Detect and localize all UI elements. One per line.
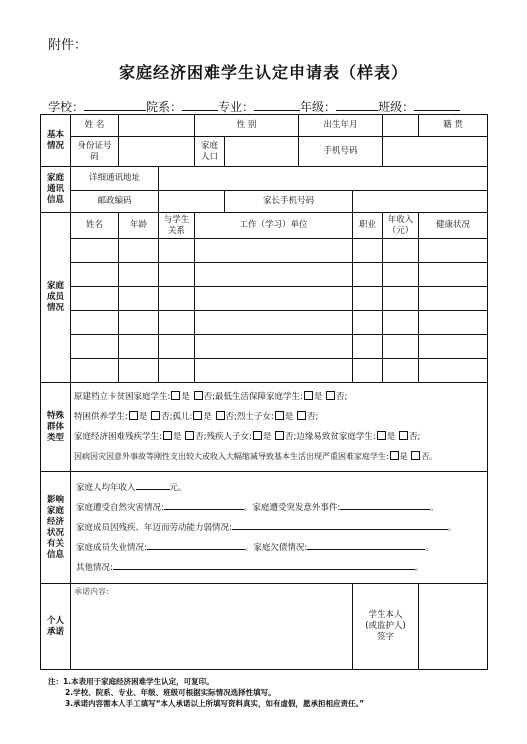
birth-date-field[interactable] <box>383 115 419 137</box>
checkbox[interactable] <box>275 431 284 440</box>
family-contact-section-label: 家庭通讯信息 <box>41 167 71 213</box>
member-row <box>41 311 488 335</box>
postcode-label: 邮政编码 <box>71 191 159 213</box>
checkbox[interactable] <box>129 411 138 420</box>
checkbox[interactable] <box>326 391 335 400</box>
id-number-field[interactable] <box>119 137 195 167</box>
disability-field[interactable] <box>232 520 448 530</box>
member-row <box>41 287 488 311</box>
class-field[interactable] <box>414 98 460 111</box>
household-size-label: 家庭人口 <box>195 137 225 167</box>
disability-line: 家庭成员因残疾、年迈而劳动能力弱情况: 。 <box>76 518 482 538</box>
school-label: 学校： <box>48 100 85 114</box>
income-line: 家庭人均年收入 元。 <box>76 478 482 498</box>
checkbox[interactable] <box>194 391 203 400</box>
class-label: 班级： <box>378 100 415 114</box>
attachment-label: 附件： <box>48 38 88 53</box>
checkbox[interactable] <box>377 431 386 440</box>
form-notes <box>48 676 364 709</box>
member-header-age: 年龄 <box>119 213 159 239</box>
checkbox[interactable] <box>304 391 313 400</box>
grade-label: 年级： <box>300 100 337 114</box>
address-field[interactable] <box>159 167 488 191</box>
checkbox[interactable] <box>390 451 399 460</box>
gender-label: 性 别 <box>195 115 299 137</box>
checkbox[interactable] <box>216 411 225 420</box>
id-number-label: 身份证号 码 <box>71 137 119 167</box>
personal-pledge-section-label: 个人承诺 <box>41 584 71 670</box>
checkbox[interactable] <box>185 431 194 440</box>
form-title: 家庭经济困难学生认定申请表（样表） <box>118 63 408 82</box>
note-line-2: 2.学校、院系、专业、年级、班级可根据实际情况选择性填写。 <box>65 688 276 697</box>
name-field[interactable] <box>119 115 195 137</box>
birth-date-label: 出生年月 <box>299 115 383 137</box>
member-header-workplace: 工作（学习）单位 <box>195 213 353 239</box>
member-header-occupation: 职业 <box>353 213 383 239</box>
grade-field[interactable] <box>336 98 378 111</box>
accident-field[interactable] <box>340 500 430 510</box>
special-group-section-label: 特殊群体类型 <box>41 383 71 472</box>
member-row <box>41 263 488 287</box>
checkbox[interactable] <box>253 431 262 440</box>
mobile-field[interactable] <box>383 137 488 167</box>
basic-info-section-label: 基本情况 <box>41 115 71 167</box>
disaster-field[interactable] <box>164 500 244 510</box>
special-line-1: 原建档立卡贫困家庭学生: 是 否;最低生活保障家庭学生: 是 否; <box>74 392 348 402</box>
student-info-line <box>48 98 460 115</box>
department-field[interactable] <box>182 98 218 111</box>
note-line-3: 3.承诺内容需本人手工填写“本人承诺以上所填写资料真实，如有虚假，愿承担相应责任。” <box>65 699 365 708</box>
parent-phone-label: 家长手机号码 <box>225 191 353 213</box>
checkbox[interactable] <box>193 411 202 420</box>
major-field[interactable] <box>254 98 300 111</box>
member-header-relation: 与学生关系 <box>159 213 195 239</box>
address-label: 详细通讯地址 <box>71 167 159 191</box>
member-row <box>41 335 488 359</box>
unemployment-field[interactable] <box>147 540 245 550</box>
special-group-options <box>71 383 488 472</box>
checkbox[interactable] <box>171 391 180 400</box>
postcode-field[interactable] <box>159 191 225 213</box>
checkbox[interactable] <box>163 431 172 440</box>
impact-info-section-label: 影响家庭经济状况有关信息 <box>41 472 71 584</box>
pledge-content-label: 承诺内容: <box>74 587 109 596</box>
note-line-1: 注：1.本表用于家庭经济困难学生认定，可复印。 <box>48 677 214 686</box>
signature-label: 学生本人 (或监护人) 签字 <box>353 584 419 670</box>
parent-phone-field[interactable] <box>353 191 488 213</box>
family-members-section-label: 家庭成员情况 <box>41 213 71 383</box>
school-field[interactable] <box>84 98 146 111</box>
checkbox[interactable] <box>411 451 420 460</box>
checkbox[interactable] <box>275 411 284 420</box>
member-header-income: 年收入（元） <box>383 213 419 239</box>
income-field[interactable] <box>136 480 170 490</box>
native-place-label: 籍 贯 <box>419 115 488 137</box>
checkbox[interactable] <box>399 431 408 440</box>
application-form-table <box>40 114 488 670</box>
mobile-label: 手机号码 <box>299 137 383 167</box>
department-label: 院系： <box>146 100 183 114</box>
checkbox[interactable] <box>151 411 160 420</box>
debt-field[interactable] <box>307 540 425 550</box>
household-size-field[interactable] <box>225 137 299 167</box>
pledge-content-area[interactable] <box>71 584 353 670</box>
other-line: 其他情况: 。 <box>76 558 482 578</box>
disaster-line: 家庭遭受自然灾害情况: 。家庭遭受突发意外事件: 。 <box>76 498 482 518</box>
special-line-4: 因病因灾因意外事故等刚性支出较大或收入大幅缩减导致基本生活出现严重困难家庭学生: 是 否。 <box>74 452 438 461</box>
member-header-health: 健康状况 <box>419 213 488 239</box>
impact-info-block <box>71 472 488 584</box>
special-line-2: 特困供养学生: 是 否;孤儿: 是 否;烈士子女: 是 否; <box>74 412 319 422</box>
other-field[interactable] <box>113 560 415 570</box>
major-label: 专业： <box>218 100 255 114</box>
name-label: 姓 名 <box>71 115 119 137</box>
checkbox[interactable] <box>297 411 306 420</box>
signature-field[interactable] <box>419 584 488 670</box>
special-line-3: 家庭经济困难残疾学生: 是 否;残疾人子女: 是 否;边缘易致贫家庭学生: 是 否; <box>74 432 421 442</box>
unemployment-line: 家庭成员失业情况: 。家庭欠债情况: 。 <box>76 538 482 558</box>
member-header-name: 姓名 <box>71 213 119 239</box>
member-row <box>41 239 488 263</box>
member-row <box>41 359 488 383</box>
